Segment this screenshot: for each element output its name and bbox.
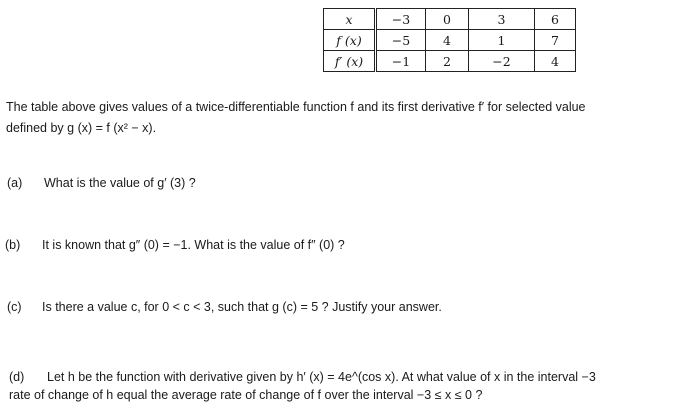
table-cell: −5 [376,30,426,51]
table-row [324,9,576,30]
table-cell: 6 [535,9,576,30]
table-cell: 1 [469,30,535,51]
table-cell: 4 [535,51,576,72]
row-header: x [324,9,376,30]
part-b-question: It is known that g″ (0) = −1. What is the value of f″ (0) ? [42,238,345,252]
table-cell: −3 [376,9,426,30]
part-a-label: (a) [7,176,23,190]
table-row [324,30,576,51]
part-d-question-line-1: Let h be the function with derivative given by h′ (x) = 4e^(cos x). At what value of x in the interval −3 [47,370,596,384]
table-cell: 4 [426,30,469,51]
part-d-label: (d) [9,370,25,384]
part-b-label: (b) [5,238,21,252]
row-header: f′ (x) [324,51,376,72]
part-c-question: Is there a value c, for 0 < c < 3, such that g (c) = 5 ? Justify your answer. [42,300,442,314]
part-d-question-line-2: rate of change of h equal the average rate of change of f over the interval −3 ≤ x ≤ 0 ? [9,388,483,402]
table-cell: −1 [376,51,426,72]
table-row [324,51,576,72]
table-cell: 0 [426,9,469,30]
intro-line-2: defined by g (x) = f (x² − x). [6,121,157,135]
intro-line-1: The table above gives values of a twice-differentiable function f and its first derivative f′ for selected value [6,100,586,114]
table-cell: 2 [426,51,469,72]
table-cell: −2 [469,51,535,72]
values-table [323,8,576,72]
table-cell: 7 [535,30,576,51]
row-header: f (x) [324,30,376,51]
table-cell: 3 [469,9,535,30]
part-a-question: What is the value of g′ (3) ? [44,176,196,190]
part-c-label: (c) [7,300,22,314]
